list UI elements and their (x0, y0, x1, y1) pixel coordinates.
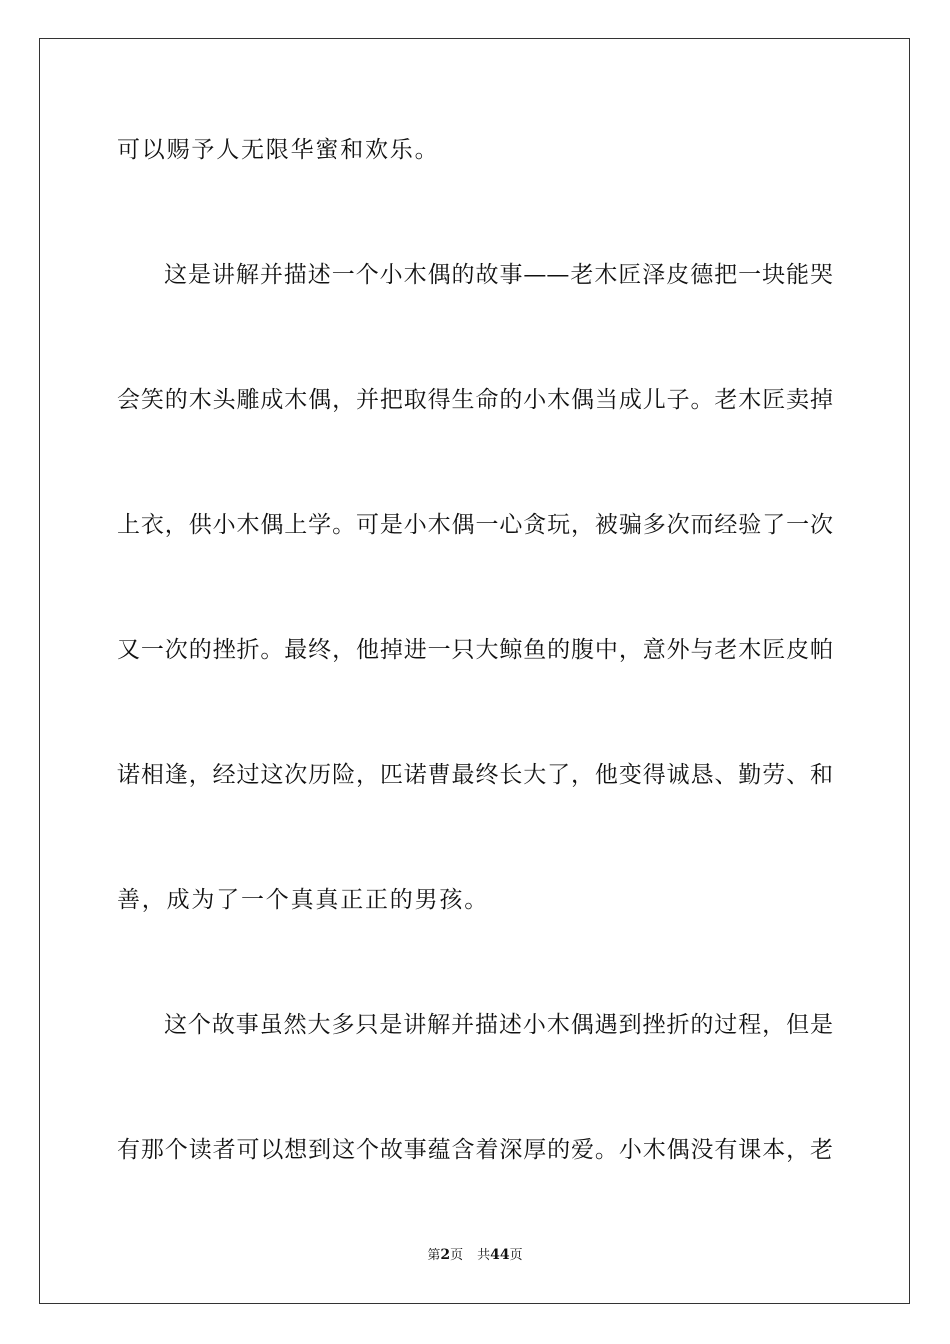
page-prefix: 第 (427, 1248, 441, 1263)
page-footer (0, 1246, 950, 1265)
page-number: 2 (440, 1247, 451, 1263)
total-suffix: 页 (509, 1248, 523, 1263)
text-line-5: 又一次的挫折。最终，他掉进一只大鲸鱼的腹中，意外与老木匠皮帕 (117, 637, 833, 663)
text-line-8: 这个故事虽然大多只是讲解并描述小木偶遇到挫折的过程，但是 (164, 1012, 833, 1038)
page-border (39, 38, 910, 1304)
total-prefix: 共 (477, 1248, 491, 1263)
text-line-1: 可以赐予人无限华蜜和欢乐。 (117, 137, 440, 163)
page-suffix: 页 (450, 1248, 464, 1263)
text-line-2: 这是讲解并描述一个小木偶的故事——老木匠泽皮德把一块能哭 (164, 262, 833, 288)
text-line-9: 有那个读者可以想到这个故事蕴含着深厚的爱。小木偶没有课本，老 (117, 1137, 833, 1163)
total-pages: 44 (490, 1247, 510, 1263)
text-line-6: 诺相逢，经过这次历险，匹诺曹最终长大了，他变得诚恳、勤劳、和 (117, 762, 833, 788)
text-line-3: 会笑的木头雕成木偶，并把取得生命的小木偶当成儿子。老木匠卖掉 (117, 387, 833, 413)
text-line-7: 善，成为了一个真真正正的男孩。 (117, 887, 489, 913)
text-line-4: 上衣，供小木偶上学。可是小木偶一心贪玩，被骗多次而经验了一次 (117, 512, 833, 538)
